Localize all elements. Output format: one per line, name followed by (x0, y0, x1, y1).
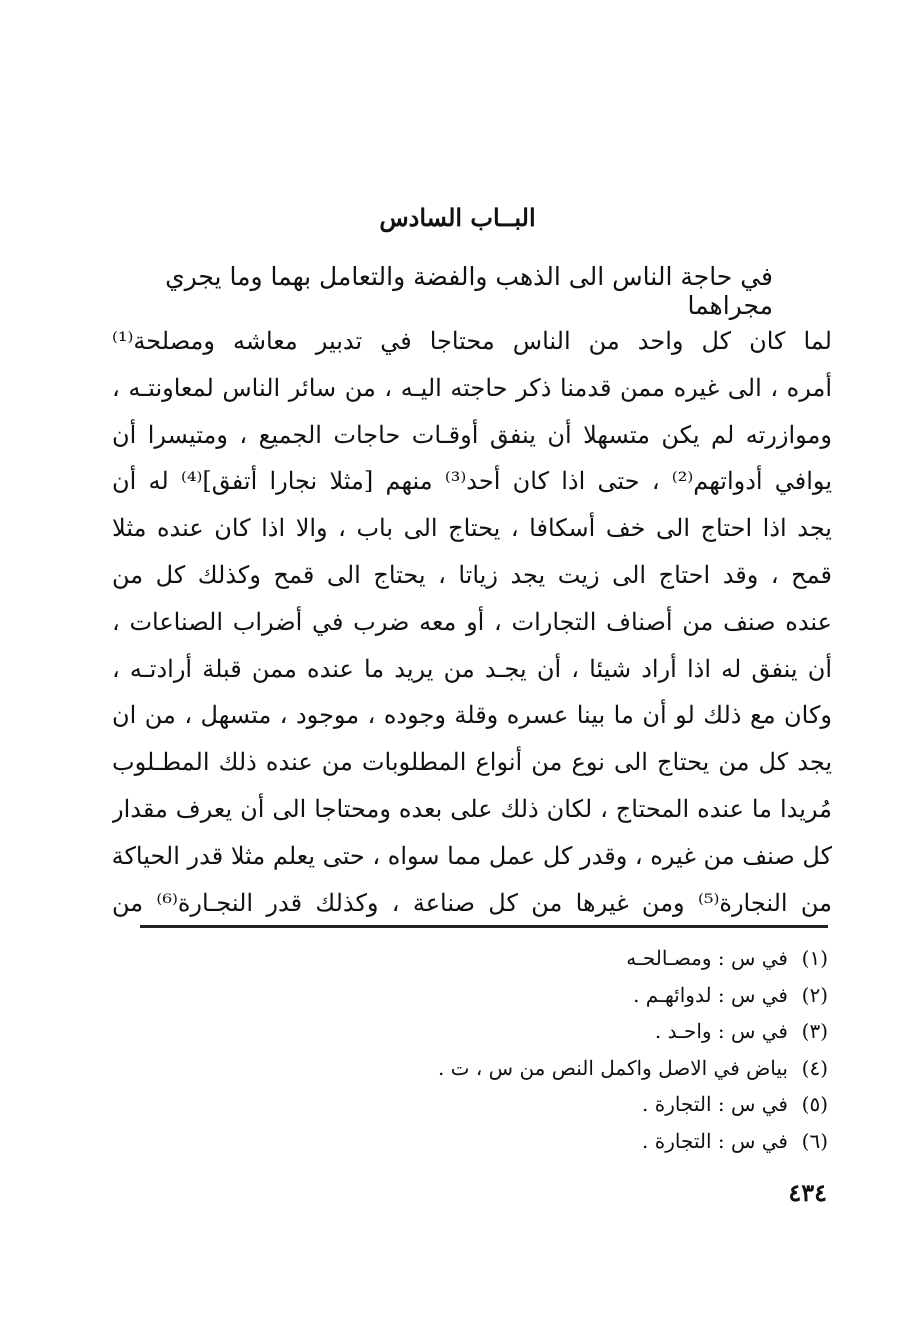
text-line: يجد كل من يحتاج الى نوع من أنواع المطلوبات من عنده ذلك المطـلوب (112, 748, 832, 777)
footnote-text: في س : واحـد . (654, 1019, 788, 1043)
chapter-subtitle: في حاجة الناس الى الذهب والفضة والتعامل بهما وما يجري مجراهما (165, 262, 773, 320)
text-line: قمح ، وقد احتاج الى زيت يجد زياتا ، يحتاج الى قمح وكذلك كل من (112, 560, 832, 589)
footnote-item (100, 1086, 828, 1123)
page-number: ٤٣٤ (788, 1178, 827, 1207)
footnote-text: بياض في الاصل واكمل النص من س ، ت . (437, 1055, 788, 1080)
footnote-text: في س : التجارة . (642, 1128, 788, 1153)
footnote-text: في س : لدوائهـم . (633, 982, 788, 1007)
footnote-item (100, 1050, 828, 1087)
footnote-number: (٢) (801, 982, 828, 1007)
chapter-title: البــاب السادس (379, 203, 536, 232)
text-line: وموازرته لم يكن متسهلا أن ينفق أوقـات حاجات الجميع ، ومتيسرا أن (112, 420, 832, 449)
footnote-number: (٥) (801, 1092, 828, 1116)
text-line: يوافي أدواتهم⁽²⁾ ، حتى اذا كان أحد⁽³⁾ منهم [مثلا نجارا أتفق]⁽⁴⁾ له أن (112, 467, 832, 496)
text-line: لما كان كل واحد من الناس محتاجا في تدبير معاشه ومصلحة⁽¹⁾ (112, 327, 832, 355)
text-line: يجد اذا احتاج الى خف أسكافا ، يحتاج الى باب ، والا اذا كان عنده مثلا (112, 514, 832, 543)
main-text (112, 318, 832, 926)
footnote-text: في س : التجارة . (642, 1092, 788, 1116)
text-line: عنده صنف من أصناف التجارات ، أو معه ضرب في أضراب الصناعات ، (112, 607, 832, 636)
footnote-item (100, 940, 828, 977)
footnote-item (100, 1123, 828, 1160)
text-line: أمره ، الى غيره ممن قدمنا ذكر حاجته اليـه ، من سائر الناس لمعاونتـه ، (112, 373, 832, 402)
text-line: أن ينفق له اذا أراد شيئا ، أن يجـد من يريد ما عنده ممن قبلة أرادتـه ، (112, 654, 832, 683)
footnote-number: (٤) (801, 1055, 828, 1080)
text-line: من النجارة⁽⁵⁾ ومن غيرها من كل صناعة ، وكذلك قدر النجـارة⁽⁶⁾ من (112, 888, 832, 917)
footnote-number: (٣) (801, 1019, 828, 1043)
text-line: كل صنف من غيره ، وقدر كل عمل مما سواه ، حتى يعلم مثلا قدر الحياكة (112, 841, 832, 870)
footnote-item (100, 977, 828, 1014)
text-line: وكان مع ذلك لو أن ما بينا عسره وقلة وجوده ، موجود ، متسهل ، من ان (112, 701, 832, 730)
footnote-number: (١) (801, 946, 828, 970)
footnote-number: (٦) (801, 1128, 828, 1153)
text-line: مُريدا ما عنده المحتاج ، لكان ذلك على بعده ومحتاجا الى أن يعرف مقدار (112, 794, 832, 823)
footnote-item (100, 1013, 828, 1050)
footnote-divider (140, 925, 828, 928)
footnote-text: في س : ومصـالحـه (626, 946, 788, 970)
footnotes (100, 940, 828, 1159)
